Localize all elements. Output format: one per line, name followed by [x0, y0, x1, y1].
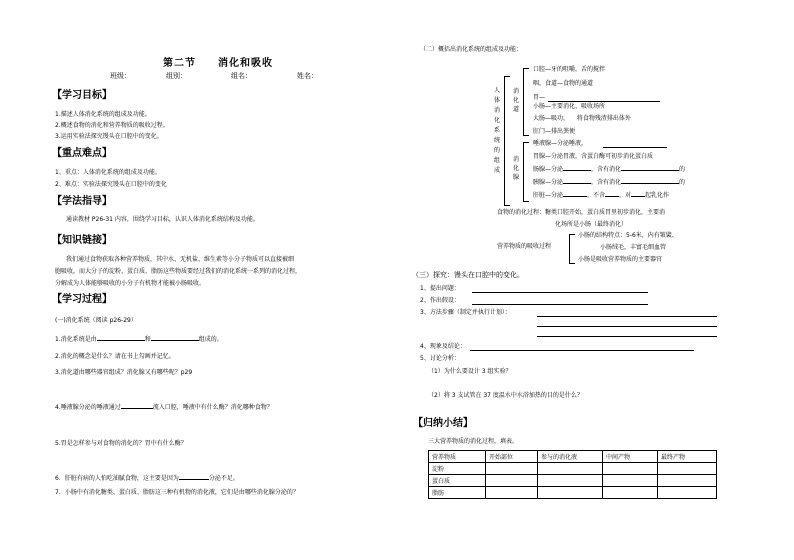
class-label: 班级： [110, 72, 131, 80]
summary-instruction: 三大营养物质的消化过程，填表。 [428, 438, 519, 445]
student-name-label: 姓名： [297, 72, 318, 80]
knowledge-line: 胞吸收，而大分子的淀粉、蛋白质、脂肪这些物质要经过我们的消化系统一系列的消化过程， [55, 268, 302, 275]
table-header: 参与的消化液 [538, 451, 603, 463]
discussion-1: （1）为什么要设计 3 组实验？ [428, 368, 512, 375]
page-title: 第二节 消化和吸收 [163, 58, 273, 69]
section-goals-heading: 【学习目标】 [52, 90, 112, 101]
step-3: 3、方法步骤（制定并执行计划）： [420, 309, 511, 316]
question-7: 7．小肠中有消化糖类、蛋白质、脂肪这三种有机物的消化液，它们是由哪些消化腺分泌的？ [55, 489, 299, 496]
section-process-heading: 【学习过程】 [52, 294, 112, 305]
table-header: 中间产物 [603, 451, 658, 463]
table-row [429, 475, 717, 487]
keypoint-item: 2、难点：实验法探究馒头在口腔中的变化 [55, 181, 167, 188]
question-2: 2.消化的概念是什么？请在书上勾画并记忆。 [55, 353, 175, 360]
tract-item-mouth: 口腔—牙的咀嚼，舌的搅拌 [533, 66, 606, 73]
gland-item-pancreas: 胰腺—分泌 ，含有消化 的 [533, 179, 686, 186]
absorption-item: 小肠的结构特点：5-6米，内有皱襞、 [578, 232, 678, 239]
gland-item-gastric: 胃腺—分泌胃液，含蛋白酶可初步消化蛋白质 [533, 153, 654, 160]
tract-brace [523, 68, 529, 136]
tract-item-small-intestine: 小肠—主要消化、吸收场所 [533, 103, 606, 110]
goal-item: 3.运用实验法探究馒头在口腔中的变化。 [55, 133, 163, 140]
table-cell[interactable] [658, 487, 717, 499]
table-cell[interactable] [486, 475, 538, 487]
question-1: 1.消化系统是由 和 组成的。 [55, 336, 223, 343]
knowledge-line: 分解成为人体能够吸收的小分子有机物才能被小肠吸收。 [55, 280, 206, 287]
gland-item-liver: 肝脏—分泌 ，不含 ，对 起乳化作 [533, 192, 670, 199]
absorption-item: 小肠是吸收营养物质的主要器官 [578, 256, 663, 263]
section-method-heading: 【学法指导】 [52, 196, 112, 207]
table-cell[interactable] [538, 475, 603, 487]
gland-item-intestinal: 肠腺—分泌 ，含有消化 的 [533, 166, 686, 173]
experiment-heading: （三）探究：馒头在口腔中的变化。 [412, 271, 524, 279]
tract-item-stomach: 胃— [533, 94, 546, 101]
tract-item-pharynx: 咽，食道—食物的通道 [533, 80, 594, 87]
table-cell[interactable] [658, 475, 717, 487]
table-cell: 脂肪 [429, 487, 486, 499]
step-1: 1、提出问题： [420, 285, 460, 292]
table-cell[interactable] [486, 487, 538, 499]
step-4: 4、现象及结论： [420, 343, 466, 350]
tract-item-anus: 肛门—排出粪便 [533, 128, 576, 135]
tract-item-large-intestine: 大肠—吸功， 将食物残渣排出体外 [533, 115, 631, 122]
summary-table [428, 450, 717, 499]
table-cell: 淀粉 [429, 463, 486, 475]
table-cell: 蛋白质 [429, 475, 486, 487]
step-2: 2、作出假设： [420, 297, 460, 304]
gland-brace [523, 142, 529, 202]
section-summary-heading: 【归纳小结】 [413, 418, 473, 429]
table-cell[interactable] [658, 463, 717, 475]
knowledge-line: 我们通过食物获取各种营养物质，其中水、无机盐、维生素等小分子物质可以直接被细 [66, 256, 295, 263]
digestion-process-text-cont: 化场所是小肠（最终消化） [555, 221, 628, 228]
table-cell[interactable] [486, 463, 538, 475]
root-brace [504, 76, 510, 206]
table-cell[interactable] [603, 487, 658, 499]
discussion-2: （2）将 3 支试管在 37 度温水中水浴加热的目的是什么？ [428, 392, 583, 399]
absorption-brace [569, 234, 575, 264]
system-root-label: 人体消化系统的组成 [494, 87, 501, 174]
section-keypoints-heading: 【重点难点】 [52, 148, 112, 159]
question-4: 4.唾液腺分泌的唾液通过 流入口腔，唾液中有什么酶？消化哪种食物？ [55, 404, 273, 411]
digestion-process-text: 食物的消化过程：糖类口腔开始，蛋白质胃里初步消化，主要消 [497, 209, 666, 216]
absorption-item: 小肠绒毛，丰富毛细血管 [600, 244, 667, 251]
question-5: 5.胃是怎样参与对食物的消化的？胃中有什么酶？ [55, 440, 187, 447]
absorption-label: 营养物质的吸收过程 [497, 243, 552, 250]
table-cell[interactable] [538, 487, 603, 499]
keypoint-item: 1、重点：人体消化系统的组成及功能。 [55, 169, 161, 176]
tract-label: 消化道 [513, 88, 520, 113]
group-label: 组别： [166, 72, 187, 80]
goal-item: 2.概述食物的消化和营养物质的吸收过程。 [55, 122, 169, 129]
table-header-row [429, 451, 717, 463]
process-subheading: (一)消化系统（阅读 p26-29） [55, 317, 137, 324]
gland-label: 消化腺 [513, 156, 520, 181]
table-header: 开始部位 [486, 451, 538, 463]
table-row [429, 487, 717, 499]
table-header: 最终产物 [658, 451, 717, 463]
overview-heading: （二）概括出消化系统的组成及功能： [420, 46, 523, 53]
table-cell[interactable] [538, 463, 603, 475]
table-cell[interactable] [603, 463, 658, 475]
question-6: 6．肝脏有病的人怕吃油腻食物，这主要是因为 分泌不足。 [55, 475, 239, 482]
step-5: 5、讨论分析： [420, 355, 460, 362]
section-knowledge-heading: 【知识链接】 [52, 235, 112, 246]
table-row [429, 463, 717, 475]
method-text: 通读教材 P26-31 内容，围绕学习目标，认识人体消化系统结构及功能。 [66, 216, 259, 223]
gland-item-saliva: 唾液腺—分泌唾液， [533, 140, 588, 147]
table-header: 营养物质 [429, 451, 486, 463]
question-3: 3.消化道由哪些器官组成？消化腺又有哪些呢？p29 [55, 369, 193, 376]
group-name-label: 组名： [231, 72, 252, 80]
table-cell[interactable] [603, 475, 658, 487]
goal-item: 1.描述人体消化系统的组成及功能。 [55, 111, 151, 118]
